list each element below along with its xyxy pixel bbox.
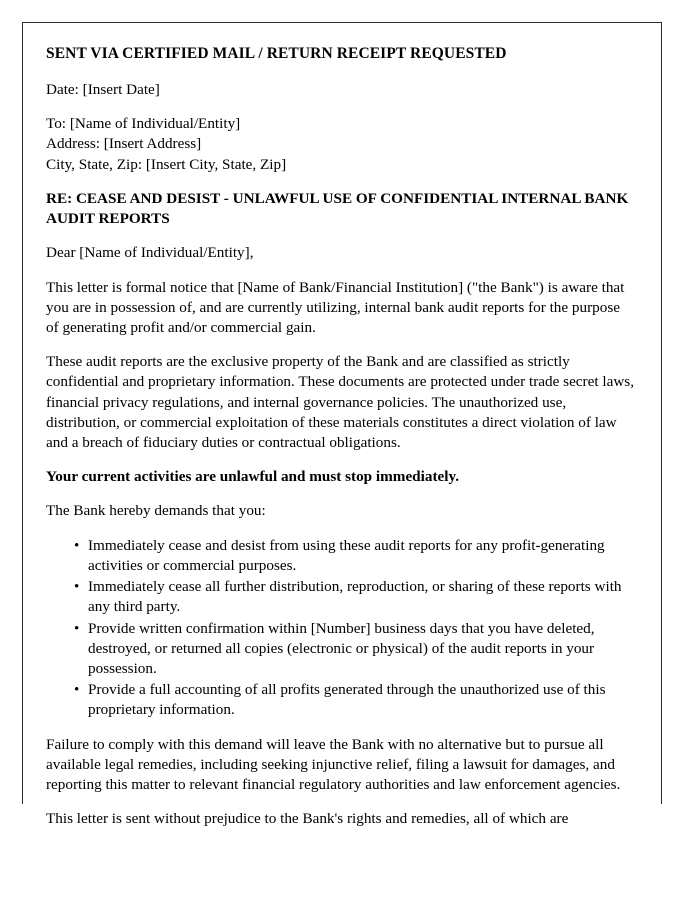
- certified-mail-notice: SENT VIA CERTIFIED MAIL / RETURN RECEIPT REQUESTED: [46, 45, 507, 62]
- body-paragraph-2: These audit reports are the exclusive property of the Bank and are classified as strictly confidential and proprietary information. These documents are protected under trade secret laws, financial privacy regulations, and internal governance policies. The unauthorized use, distribution, or commercial exploitation of these materials constitutes a direct violation of law and a breach of fiduciary duties or contractual obligations.: [46, 353, 635, 452]
- demand-list-item: [74, 536, 634, 576]
- bullet-icon: •: [74, 681, 80, 699]
- salutation: Dear [Name of Individual/Entity],: [46, 244, 254, 262]
- document-page: [22, 22, 662, 828]
- demand-list-item-text: Immediately cease all further distribution, reproduction, or sharing of these reports with any third party.: [88, 578, 622, 616]
- bullet-icon: •: [74, 578, 80, 596]
- recipient-to-line: To: [Name of Individual/Entity]: [46, 115, 241, 133]
- emphasis-statement: Your current activities are unlawful and must stop immediately.: [46, 468, 460, 486]
- demands-intro: The Bank hereby demands that you:: [46, 502, 266, 520]
- date-line: Date: [Insert Date]: [46, 80, 160, 98]
- body-paragraph-4-truncated: This letter is sent without prejudice to the Bank's rights and remedies, all of which are: [46, 810, 569, 828]
- recipient-address-block: [46, 114, 634, 175]
- body-paragraph-3: Failure to comply with this demand will leave the Bank with no alternative but to pursue all available legal remedies, including seeking injunctive relief, filing a lawsuit for damages, and reporting this matter to relevant financial regulatory authorities and law enforcement agencies.: [46, 735, 621, 794]
- demand-list-item: [74, 680, 634, 720]
- body-paragraph-1: This letter is formal notice that [Name of Bank/Financial Institution] ("the Bank") is aware that you are in possession of, and are currently utilizing, internal bank audit reports for the purpose of generating profit and/or commercial gain.: [46, 278, 625, 336]
- bullet-icon: •: [74, 536, 80, 554]
- subject-line: RE: CEASE AND DESIST - UNLAWFUL USE OF CONFIDENTIAL INTERNAL BANK AUDIT REPORTS: [46, 189, 629, 227]
- demands-list: [46, 536, 634, 721]
- demand-list-item: [74, 577, 634, 617]
- bullet-icon: •: [74, 619, 80, 637]
- recipient-address-line: Address: [Insert Address]: [46, 135, 202, 153]
- demand-list-item-text: Provide written confirmation within [Number] business days that you have deleted, destroyed, or returned all copies (electronic or physical) of the audit reports in your possession.: [88, 619, 595, 677]
- demand-list-item-text: Provide a full accounting of all profits generated through the unauthorized use of this proprietary information.: [88, 681, 606, 719]
- demand-list-item-text: Immediately cease and desist from using these audit reports for any profit-generating activities or commercial purposes.: [88, 536, 605, 574]
- demand-list-item: [74, 619, 634, 680]
- document-content: [46, 45, 634, 844]
- recipient-city-state-zip-line: City, State, Zip: [Insert City, State, Zip]: [46, 155, 287, 173]
